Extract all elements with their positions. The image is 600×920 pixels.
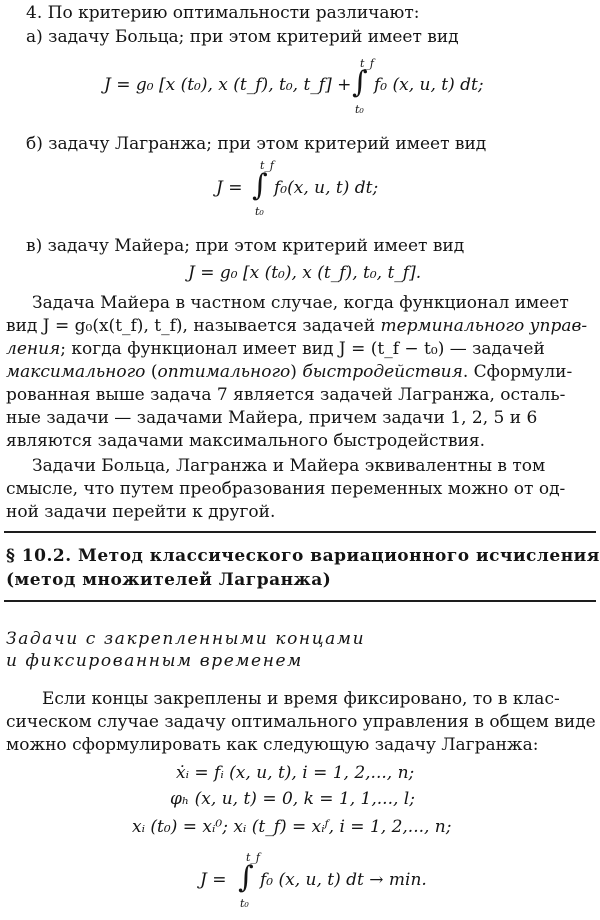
classification-heading: 4. По критерию оптимальности различают: — [26, 3, 420, 23]
paragraph-line: максимального (оптимального) быстродействия. Сформули- — [6, 362, 573, 382]
paragraph-line: ной задачи перейти к другой. — [6, 502, 276, 522]
integral-sign: ∫ — [252, 168, 268, 203]
section-bottom-rule — [4, 600, 596, 602]
subsection-title: Задачи с закрепленными концами — [6, 629, 366, 649]
paragraph-line: ления; когда функционал имеет вид J = (t_f − t₀) — задачей — [6, 339, 545, 359]
integral-lower-limit: t₀ — [240, 897, 249, 910]
paragraph-line: Задачи Больца, Лагранжа и Майера эквивалентны в том — [32, 456, 546, 476]
equation-lhs: J = — [200, 870, 227, 890]
bolza-label: а) задачу Больца; при этом критерий имеет вид — [26, 27, 459, 47]
integral-upper-limit: t_f — [260, 159, 274, 172]
equation: xᵢ (t₀) = xᵢ⁰; xᵢ (t_f) = xᵢᶠ, i = 1, 2,..., n; — [132, 817, 452, 837]
integral-sign: ∫ — [238, 860, 254, 895]
paragraph-line: ные задачи — задачами Майера, причем задачи 1, 2, 5 и 6 — [6, 408, 538, 428]
section-title: (метод множителей Лагранжа) — [6, 570, 332, 590]
equation: ẋᵢ = fᵢ (x, u, t), i = 1, 2,..., n; — [176, 763, 415, 783]
integral-upper-limit: t_f — [246, 851, 260, 864]
section-title: § 10.2. Метод классического вариационного исчисления — [6, 546, 600, 566]
bolza-formula: J = g₀ [x (t₀), x (t_f), t₀, t_f] + — [104, 75, 352, 95]
paragraph-line: Задача Майера в частном случае, когда функционал имеет — [32, 293, 569, 313]
integral-upper-limit: t_f — [360, 57, 374, 70]
paragraph-line: являются задачами максимального быстродействия. — [6, 431, 485, 451]
paragraph-line: сическом случае задачу оптимального управления в общем виде — [6, 712, 596, 732]
integral-sign: ∫ — [352, 65, 368, 100]
integral-lower-limit: t₀ — [255, 205, 264, 218]
bolza-integrand: f₀ (x, u, t) dt; — [374, 75, 484, 95]
paragraph-line: Если концы закреплены и время фиксировано, то в клас- — [42, 689, 560, 709]
paragraph-line: рованная выше задача 7 является задачей Лагранжа, осталь- — [6, 385, 566, 405]
paragraph-line: можно сформулировать как следующую задачу Лагранжа: — [6, 735, 539, 755]
mayer-formula: J = g₀ [x (t₀), x (t_f), t₀, t_f]. — [188, 263, 422, 283]
subsection-title: и фиксированным временем — [6, 651, 303, 671]
paragraph-line: смысле, что путем преобразования переменных можно от од- — [6, 479, 566, 499]
lagrange-label: б) задачу Лагранжа; при этом критерий имеет вид — [26, 134, 487, 154]
equation: φₕ (x, u, t) = 0, k = 1, 1,..., l; — [170, 789, 415, 809]
equation-integrand: f₀ (x, u, t) dt → min. — [260, 870, 427, 890]
mayer-label: в) задачу Майера; при этом критерий имеет вид — [26, 236, 465, 256]
integral-lower-limit: t₀ — [355, 103, 364, 116]
lagrange-formula: J = — [216, 178, 243, 198]
lagrange-integrand: f₀(x, u, t) dt; — [274, 178, 379, 198]
section-top-rule — [4, 531, 596, 533]
paragraph-line: вид J = g₀(x(t_f), t_f), называется задачей терминального управ- — [6, 316, 588, 336]
